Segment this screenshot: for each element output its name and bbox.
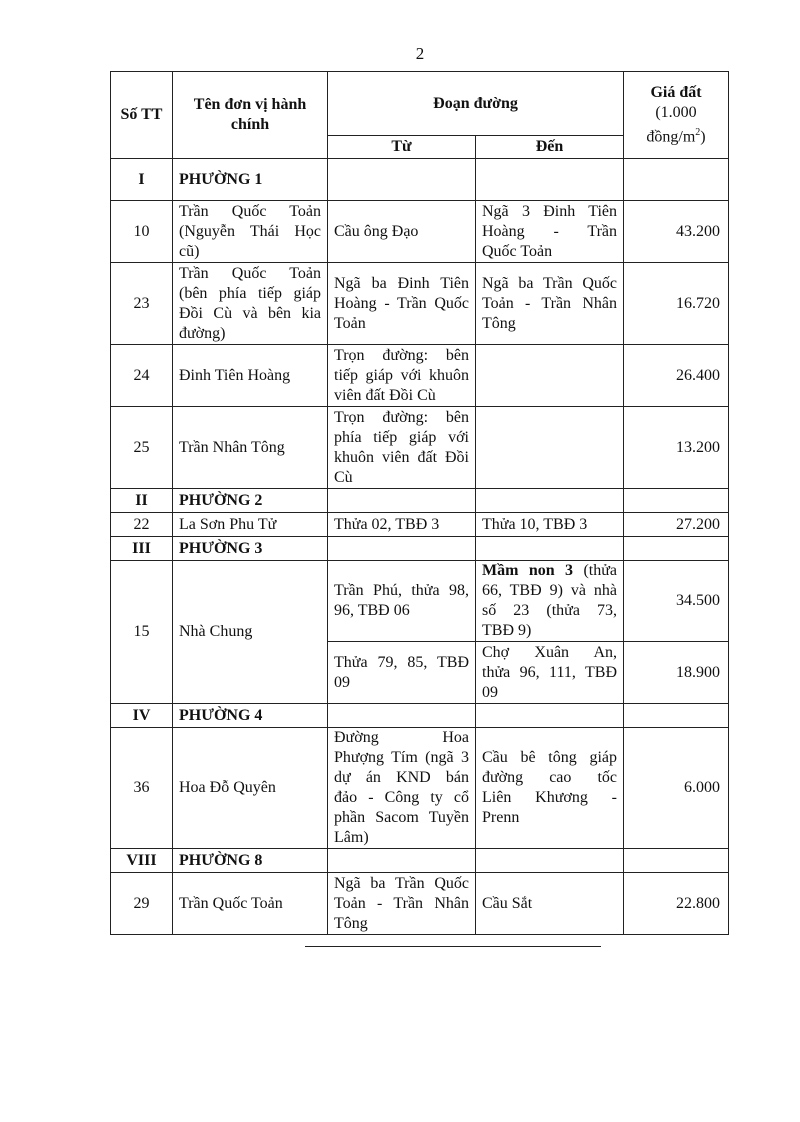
section-name: PHƯỜNG 1 <box>173 159 328 201</box>
cell-line: dự án KND bán <box>334 769 469 786</box>
cell-line: đảo - Công ty cổ <box>334 789 469 806</box>
section-code: IV <box>111 704 173 728</box>
cell-den <box>476 561 624 642</box>
cell-line: đường) <box>179 324 226 342</box>
cell-ten-don-vi <box>173 263 328 345</box>
empty-cell <box>328 537 476 561</box>
cell-gia-dat: 34.500 <box>624 561 729 642</box>
cell-tu <box>328 642 476 704</box>
empty-cell <box>476 704 624 728</box>
land-price-table <box>110 71 729 935</box>
table-row <box>111 728 729 849</box>
header-stt: Số TT <box>111 72 173 159</box>
section-name: PHƯỜNG 8 <box>173 849 328 873</box>
cell-line: viên đất Đồi Cù <box>334 386 436 404</box>
cell-line: Cầu Sắt <box>482 894 533 912</box>
cell-line: Toản <box>334 314 366 332</box>
cell-gia-dat: 6.000 <box>624 728 729 849</box>
empty-cell <box>476 849 624 873</box>
cell-stt: 29 <box>111 873 173 935</box>
cell-stt: 22 <box>111 513 173 537</box>
empty-cell <box>476 489 624 513</box>
cell-tu <box>328 513 476 537</box>
cell-line: Tông <box>334 914 368 932</box>
cell-den <box>476 873 624 935</box>
cell-tu <box>328 201 476 263</box>
page-number: 2 <box>415 44 425 63</box>
cell-line: Toản - Trần Nhân <box>334 894 469 912</box>
cell-line: 66, TBĐ 9) và nhà <box>482 582 617 599</box>
cell-line: (Nguyễn Thái Học <box>179 222 321 240</box>
cell-line: Cầu ông Đạo <box>334 222 419 240</box>
cell-gia-dat: 22.800 <box>624 873 729 935</box>
cell-line: Trần Phú, thửa 98, <box>334 582 469 599</box>
cell-line: Phượng Tím (ngã 3 <box>334 749 469 766</box>
cell-ten-don-vi <box>173 728 328 849</box>
cell-gia-dat: 16.720 <box>624 263 729 345</box>
cell-gia-dat: 18.900 <box>624 642 729 704</box>
section-row <box>111 489 729 513</box>
cell-den <box>476 728 624 849</box>
cell-tu <box>328 263 476 345</box>
header-gia-dat: Giá đất (1.000 đồng/$m^2$) <box>624 72 729 159</box>
table-row <box>111 873 729 935</box>
empty-cell <box>624 489 729 513</box>
empty-cell <box>328 849 476 873</box>
cell-line: 96, TBĐ 06 <box>334 602 410 619</box>
cell-line: khuôn viên đất Đồi <box>334 448 469 466</box>
cell-stt: 24 <box>111 345 173 407</box>
cell-den <box>476 201 624 263</box>
section-code: III <box>111 537 173 561</box>
cell-ten-don-vi <box>173 407 328 489</box>
cell-line: 09 <box>482 683 498 701</box>
cell-ten-don-vi <box>173 201 328 263</box>
cell-line: Chợ Xuân An, <box>482 643 617 661</box>
cell-line: Ngã ba Trần Quốc <box>482 274 617 292</box>
cell-ten-don-vi <box>173 513 328 537</box>
cell-ten-don-vi <box>173 873 328 935</box>
cell-line: Prenn <box>482 809 520 826</box>
cell-line: Đồi Cù và bên kia <box>179 304 321 322</box>
cell-line: phía tiếp giáp với <box>334 428 469 446</box>
cell-tu <box>328 561 476 642</box>
cell-line: Đường Hoa <box>334 729 469 746</box>
section-code: I <box>111 159 173 201</box>
cell-line: tiếp giáp với khuôn <box>334 366 469 384</box>
closing-rule <box>305 946 601 947</box>
empty-cell <box>328 704 476 728</box>
cell-gia-dat: 13.200 <box>624 407 729 489</box>
cell-gia-dat: 26.400 <box>624 345 729 407</box>
cell-line: 09 <box>334 673 350 691</box>
section-row <box>111 849 729 873</box>
cell-tu <box>328 873 476 935</box>
cell-line: Trọn đường: bên <box>334 346 469 364</box>
cell-line <box>482 561 617 581</box>
cell-stt: 23 <box>111 263 173 345</box>
empty-cell <box>476 537 624 561</box>
empty-cell <box>624 159 729 201</box>
cell-line: Đinh Tiên Hoàng <box>179 366 291 384</box>
cell-line: Lâm) <box>334 829 369 846</box>
cell-gia-dat: 27.200 <box>624 513 729 537</box>
section-row <box>111 159 729 201</box>
section-row <box>111 537 729 561</box>
cell-line: La Sơn Phu Tử <box>179 515 277 533</box>
cell-line: Trần Quốc Toản <box>179 202 321 220</box>
cell-den <box>476 263 624 345</box>
cell-stt: 15 <box>111 561 173 704</box>
cell-den <box>476 642 624 704</box>
empty-cell <box>328 159 476 201</box>
cell-line: Ngã ba Đinh Tiên <box>334 274 469 292</box>
cell-tu <box>328 728 476 849</box>
cell-line: Thửa 02, TBĐ 3 <box>334 515 440 533</box>
table-row <box>111 561 729 642</box>
empty-cell <box>328 489 476 513</box>
cell-stt: 25 <box>111 407 173 489</box>
cell-line: Cù <box>334 468 353 486</box>
cell-line: Trần Nhân Tông <box>179 438 285 456</box>
cell-line: Cầu bê tông giáp <box>482 749 617 766</box>
cell-line: đường cao tốc <box>482 769 617 786</box>
table-row <box>111 345 729 407</box>
cell-line: Quốc Toản <box>482 242 553 260</box>
table-row <box>111 263 729 345</box>
cell-line: Nhà Chung <box>179 623 253 640</box>
cell-line: Ngã 3 Đinh Tiên <box>482 202 617 220</box>
cell-line: TBĐ 9) <box>482 622 532 639</box>
cell-line: Hoàng - Trần <box>482 222 617 240</box>
cell-line: Thửa 10, TBĐ 3 <box>482 515 588 533</box>
section-name: PHƯỜNG 4 <box>173 704 328 728</box>
cell-line: (bên phía tiếp giáp <box>179 284 321 302</box>
cell-line: Trần Quốc Toản <box>179 264 321 282</box>
cell-ten-don-vi <box>173 345 328 407</box>
cell-line: Hoàng - Trần Quốc <box>334 294 469 312</box>
cell-line: Tông <box>482 314 516 332</box>
header-den: Đến <box>476 136 624 159</box>
cell-line: cũ) <box>179 242 200 260</box>
section-code: II <box>111 489 173 513</box>
cell-line: Trọn đường: bên <box>334 408 469 426</box>
empty-cell <box>624 849 729 873</box>
empty-cell <box>624 704 729 728</box>
den-bold-label: Mầm non 3 <box>482 562 574 579</box>
cell-ten-don-vi <box>173 561 328 704</box>
cell-line: Toản - Trần Nhân <box>482 294 617 312</box>
cell-line: số 23 (thửa 73, <box>482 602 617 619</box>
empty-cell <box>476 159 624 201</box>
cell-stt: 36 <box>111 728 173 849</box>
cell-den <box>476 345 624 407</box>
cell-line: Hoa Đỗ Quyên <box>179 779 276 796</box>
cell-line: Liên Khương - <box>482 789 617 806</box>
cell-line: Ngã ba Trần Quốc <box>334 874 469 892</box>
cell-stt: 10 <box>111 201 173 263</box>
table-row <box>111 407 729 489</box>
section-row <box>111 704 729 728</box>
header-tu: Từ <box>328 136 476 159</box>
den-text: (thửa <box>573 562 617 579</box>
table-row <box>111 201 729 263</box>
cell-den <box>476 513 624 537</box>
cell-den <box>476 407 624 489</box>
section-name: PHƯỜNG 2 <box>173 489 328 513</box>
section-code: VIII <box>111 849 173 873</box>
header-doan-duong: Đoạn đường <box>328 72 624 136</box>
cell-tu <box>328 407 476 489</box>
cell-line: thửa 96, 111, TBĐ <box>482 663 617 681</box>
empty-cell <box>624 537 729 561</box>
cell-line: Trần Quốc Toản <box>179 894 283 912</box>
cell-gia-dat: 43.200 <box>624 201 729 263</box>
cell-line: phần Sacom Tuyền <box>334 809 469 826</box>
table-row <box>111 513 729 537</box>
section-name: PHƯỜNG 3 <box>173 537 328 561</box>
header-ten-don-vi: Tên đơn vị hành chính <box>173 72 328 159</box>
cell-line: Thửa 79, 85, TBĐ <box>334 653 469 671</box>
cell-tu <box>328 345 476 407</box>
